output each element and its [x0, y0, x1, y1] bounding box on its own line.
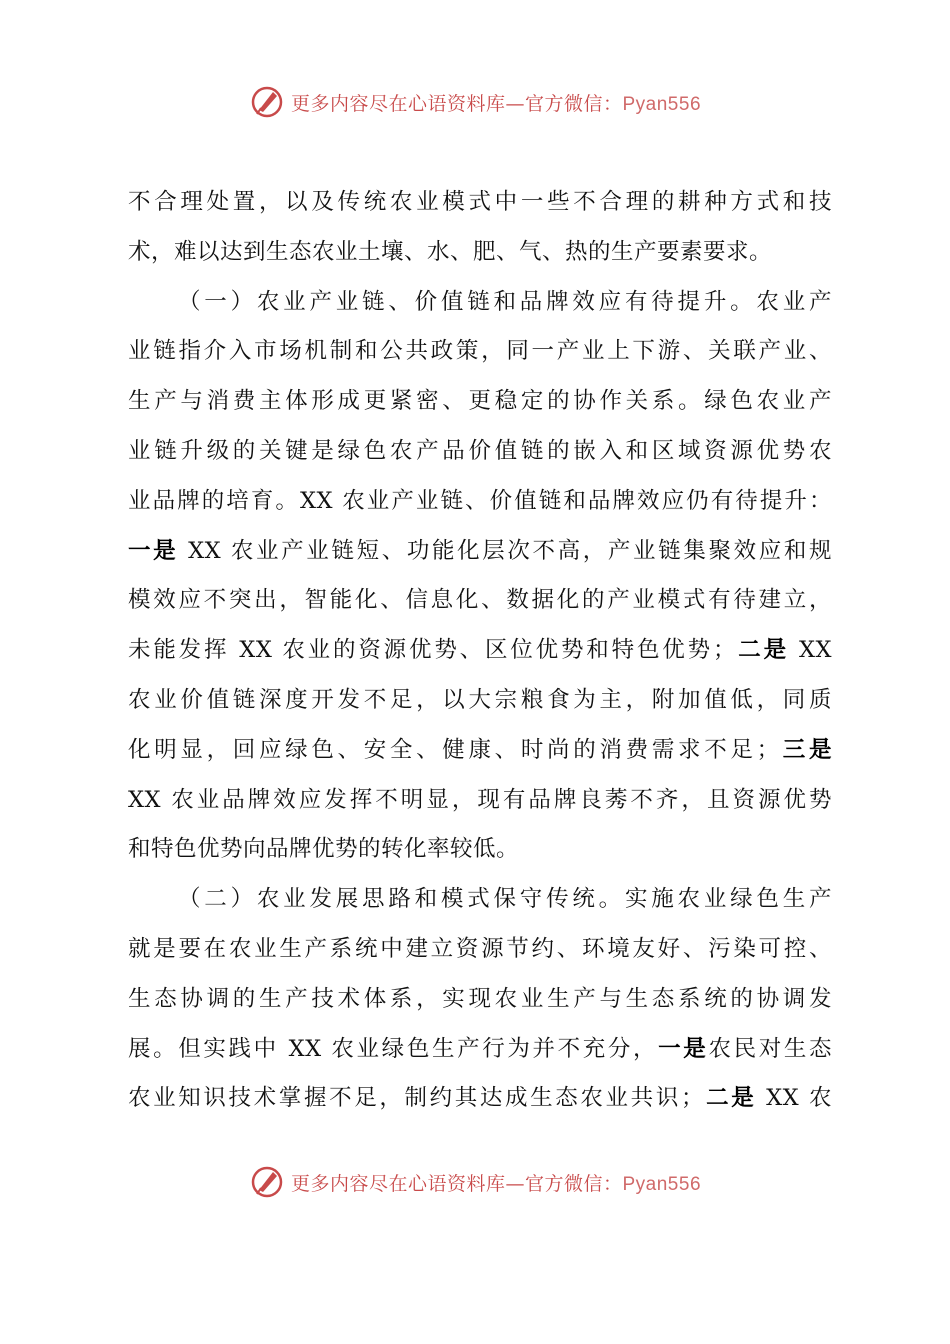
text-segment: XX 农业产业链短、功能化层次不高，产业链集聚效应和规	[178, 537, 832, 564]
text-line	[128, 1025, 832, 1075]
document-body	[128, 178, 832, 1124]
banner-text	[291, 1169, 701, 1196]
banner-wechat-id: Pyan556	[622, 93, 702, 115]
text-line	[128, 776, 832, 826]
header-banner	[0, 80, 950, 124]
text-segment: 农业知识技术掌握不足，制约其达成生态农业共识；	[128, 1085, 704, 1112]
banner-dash: —	[505, 1172, 525, 1195]
banner-dash: —	[505, 92, 525, 115]
text-line	[128, 527, 832, 577]
text-line	[128, 825, 832, 875]
text-line	[128, 278, 832, 328]
text-line	[128, 576, 832, 626]
text-line	[128, 726, 832, 776]
text-line	[128, 975, 832, 1025]
text-line	[128, 477, 832, 527]
text-segment: （二）农业发展思路和模式保守传统。实施农业绿色生产	[178, 886, 832, 913]
text-segment: 化明显，回应绿色、安全、健康、时尚的消费需求不足；	[128, 736, 780, 763]
quill-logo-icon	[249, 84, 285, 120]
banner-wechat-label: 官方微信：	[524, 1172, 623, 1195]
emphasis-text: 二是	[735, 637, 789, 664]
banner-slogan: 更多内容尽在心语资料库	[290, 92, 506, 115]
emphasis-text: 二是	[703, 1085, 757, 1112]
banner-wechat-id: Pyan556	[622, 1173, 702, 1195]
emphasis-text: 三是	[779, 736, 832, 763]
text-line	[128, 875, 832, 925]
text-line	[128, 676, 832, 726]
text-line	[128, 925, 832, 975]
text-segment: 就是要在农业生产系统中建立资源节约、环境友好、污染可控、	[128, 935, 832, 962]
text-segment: XX	[788, 637, 832, 664]
text-line	[128, 377, 832, 427]
text-segment: 农业价值链深度开发不足，以大宗粮食为主，附加值低，同质	[128, 686, 832, 713]
text-segment: 业链升级的关键是绿色农产品价值链的嵌入和区域资源优势农	[128, 437, 832, 464]
text-segment: 生态协调的生产技术体系，实现农业生产与生态系统的协调发	[128, 985, 832, 1012]
text-segment: 未能发挥 XX 农业的资源优势、区位优势和特色优势；	[128, 637, 736, 664]
text-line	[128, 1074, 832, 1124]
emphasis-text: 一是	[658, 1035, 709, 1062]
text-line	[128, 178, 832, 228]
banner-text	[291, 89, 701, 116]
text-segment: 术，难以达到生态农业土壤、水、肥、气、热的生产要素要求。	[128, 238, 773, 265]
text-segment: XX 农业品牌效应发挥不明显，现有品牌良莠不齐，且资源优势	[128, 786, 832, 813]
text-segment: 业链指介入市场机制和公共政策，同一产业上下游、关联产业、	[128, 338, 832, 365]
quill-logo-icon	[249, 1164, 285, 1200]
text-line	[128, 626, 832, 676]
text-line	[128, 228, 832, 278]
text-segment: XX 农	[756, 1085, 832, 1112]
text-segment: 模效应不突出，智能化、信息化、数据化的产业模式有待建立，	[128, 587, 832, 614]
text-segment: （一）农业产业链、价值链和品牌效应有待提升。农业产	[178, 288, 832, 315]
banner-wechat-label: 官方微信：	[524, 92, 623, 115]
text-segment: 生产与消费主体形成更紧密、更稳定的协作关系。绿色农业产	[128, 388, 832, 415]
text-segment: 业品牌的培育。XX 农业产业链、价值链和品牌效应仍有待提升：	[128, 487, 832, 514]
text-segment: 农民对生态	[708, 1035, 832, 1062]
text-segment: 展。但实践中 XX 农业绿色生产行为并不充分，	[128, 1035, 659, 1062]
footer-banner	[0, 1160, 950, 1204]
emphasis-text: 一是	[128, 537, 179, 564]
text-segment: 不合理处置，以及传统农业模式中一些不合理的耕种方式和技	[128, 189, 832, 215]
text-line	[128, 327, 832, 377]
text-segment: 和特色优势向品牌优势的转化率较低。	[128, 836, 520, 863]
banner-slogan: 更多内容尽在心语资料库	[290, 1172, 506, 1195]
text-line	[128, 427, 832, 477]
